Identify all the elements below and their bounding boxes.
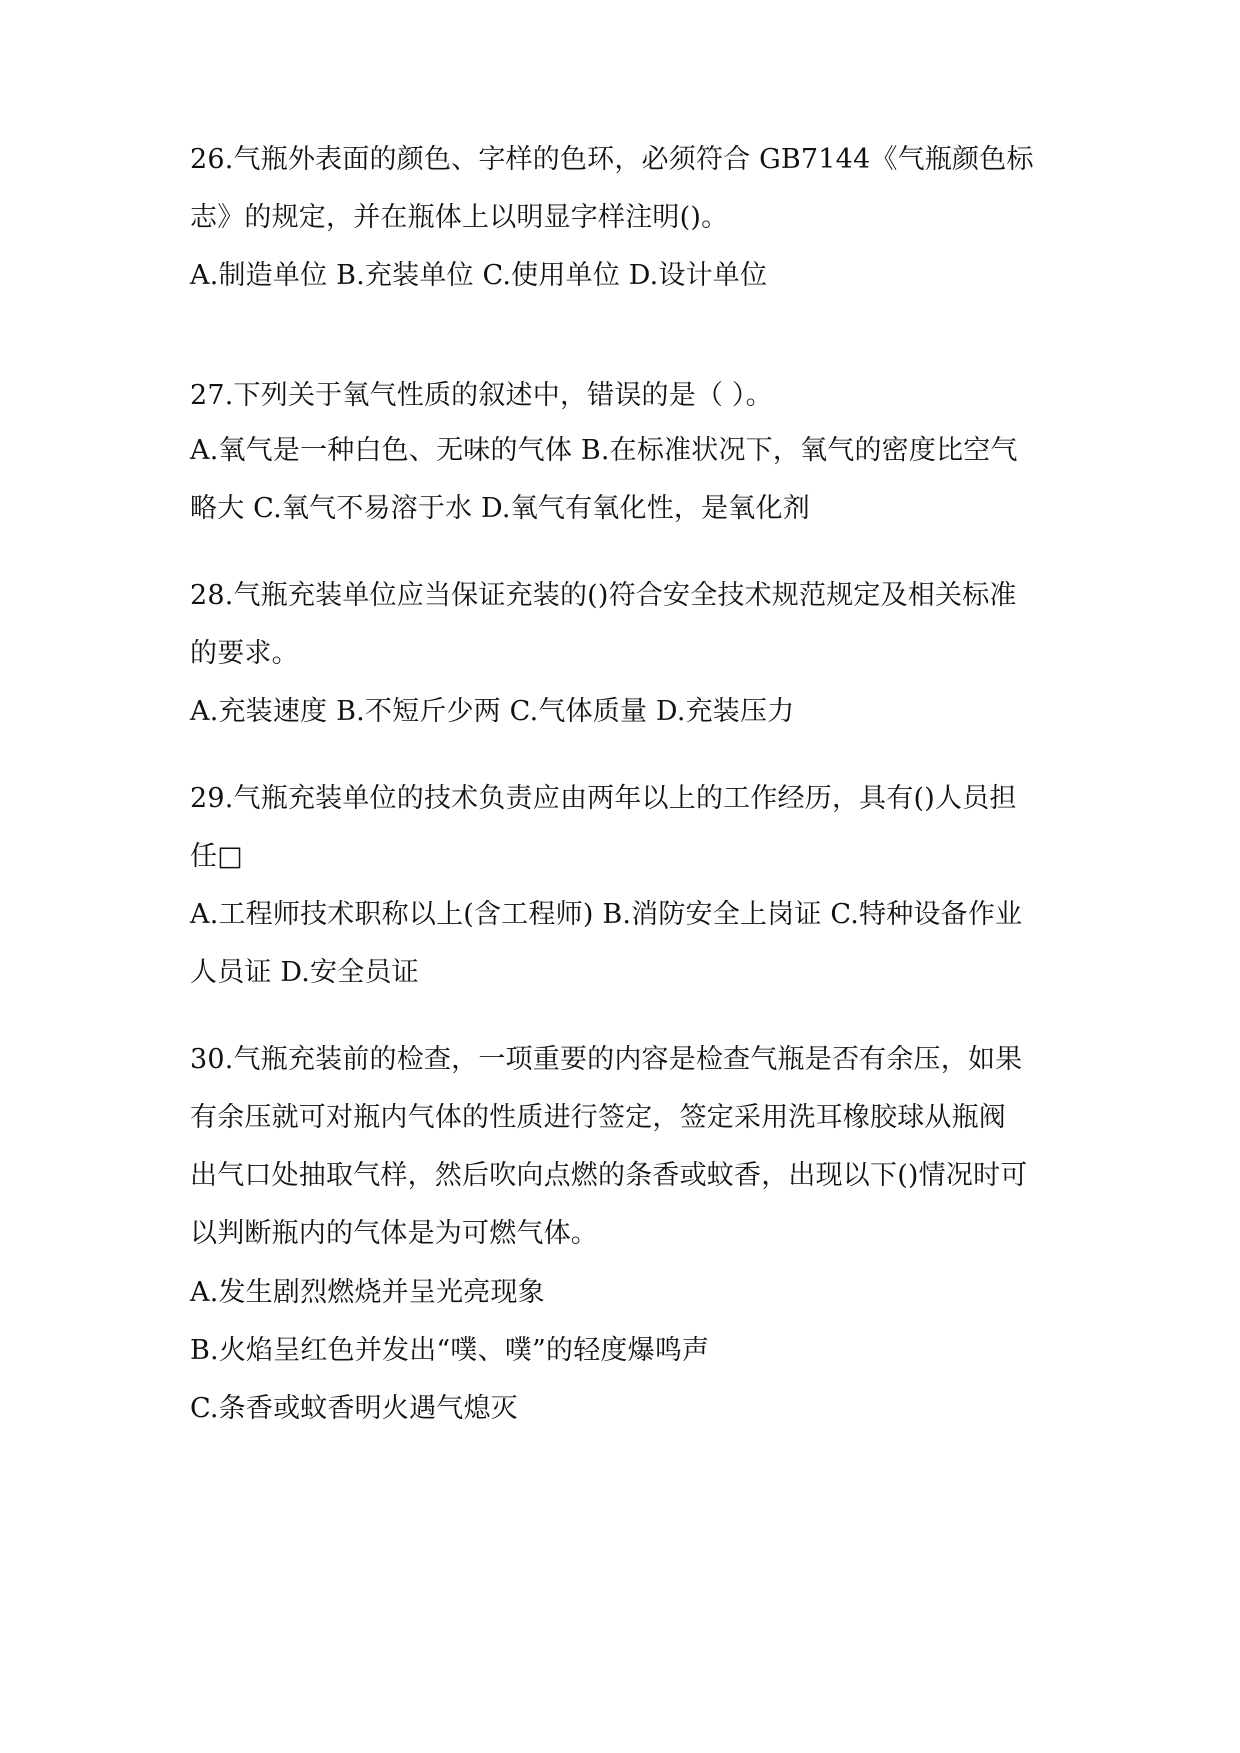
question-30-option-b: B.火焰呈红色并发出“噗、噗”的轻度爆鸣声 — [190, 1335, 710, 1366]
question-30-stem-line-3: 出气口处抽取气样，然后吹向点燃的条香或蚊香，出现以下()情况时可 — [190, 1160, 1028, 1191]
question-30-stem-line-4: 以判断瓶内的气体是为可燃气体。 — [190, 1218, 598, 1249]
question-27-options-line-1: A.氧气是一种白色、无味的气体 B.在标准状况下，氧气的密度比空气 — [190, 435, 1018, 466]
question-29-options-line-2: 人员证 D.安全员证 — [190, 957, 419, 988]
question-29-stem-line-2: 任□ — [190, 841, 243, 872]
question-27-options-line-2: 略大 C.氧气不易溶于水 D.氧气有氧化性，是氧化剂 — [190, 493, 810, 524]
question-26-stem-line-1: 26.气瓶外表面的颜色、字样的色环，必须符合 GB7144《气瓶颜色标 — [190, 144, 1034, 175]
question-29-options-line-1: A.工程师技术职称以上(含工程师) B.消防安全上岗证 C.特种设备作业 — [190, 899, 1023, 930]
question-26-options-line-1: A.制造单位 B.充装单位 C.使用单位 D.设计单位 — [190, 260, 768, 291]
question-27-stem-line-1: 27.下列关于氧气性质的叙述中，错误的是（ ）。 — [190, 380, 773, 411]
question-30-option-c: C.条香或蚊香明火遇气熄灭 — [190, 1393, 518, 1424]
question-29-stem-line-1: 29.气瓶充装单位的技术负责应由两年以上的工作经历，具有()人员担 — [190, 783, 1017, 814]
question-30-stem-line-2: 有余压就可对瓶内气体的性质进行签定，签定采用洗耳橡胶球从瓶阀 — [190, 1102, 1006, 1133]
question-30-option-a: A.发生剧烈燃烧并呈光亮现象 — [190, 1277, 545, 1308]
question-26-stem-line-2: 志》的规定，并在瓶体上以明显字样注明()。 — [190, 202, 729, 233]
question-30-stem-line-1: 30.气瓶充装前的检查，一项重要的内容是检查气瓶是否有余压，如果 — [190, 1044, 1023, 1075]
question-28-stem-line-2: 的要求。 — [190, 638, 299, 669]
question-28-stem-line-1: 28.气瓶充装单位应当保证充装的()符合安全技术规范规定及相关标准 — [190, 580, 1017, 611]
question-28-options-line-1: A.充装速度 B.不短斤少两 C.气体质量 D.充装压力 — [190, 696, 795, 727]
